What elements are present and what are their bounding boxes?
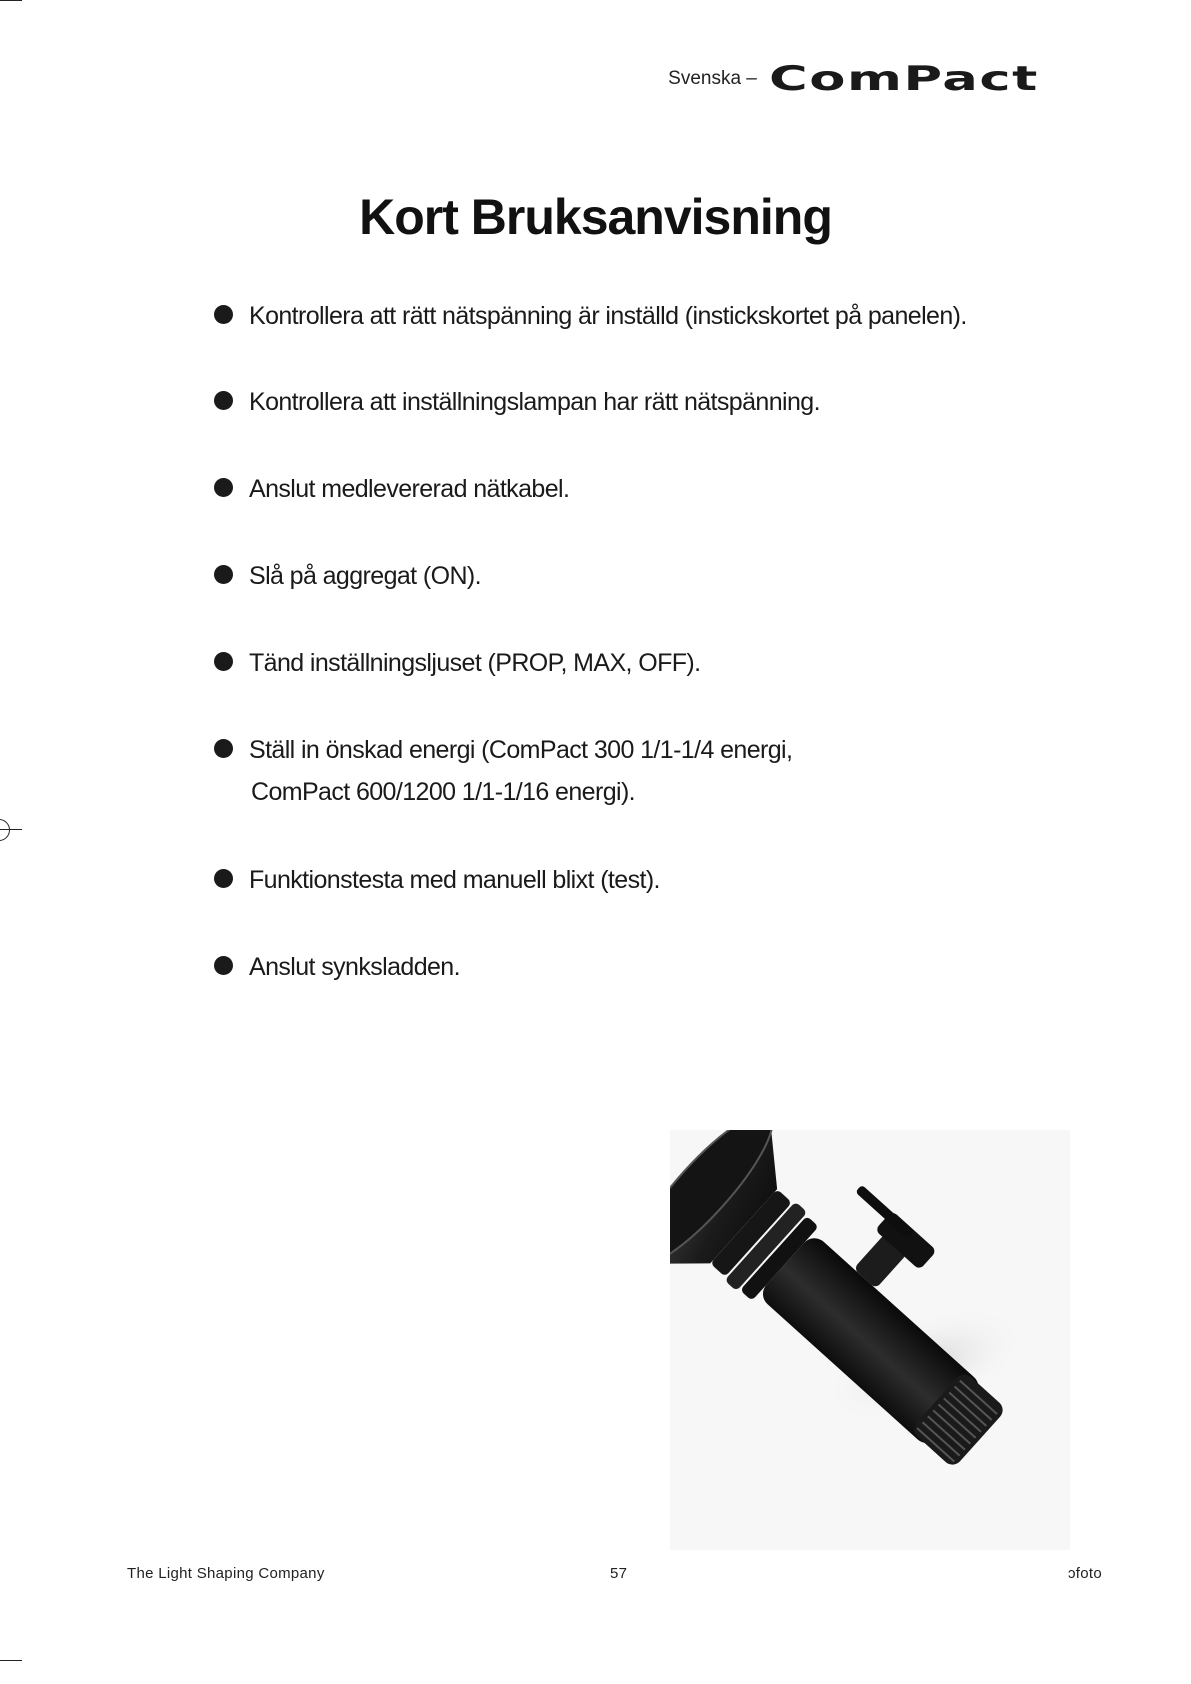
list-item — [214, 295, 967, 337]
list-item — [214, 729, 792, 813]
bullet-icon — [214, 565, 233, 584]
list-item-text: Tänd inställningsljuset (PROP, MAX, OFF). — [249, 649, 701, 677]
flash-head-photo — [670, 1130, 1070, 1550]
page-title: Kort Bruksanvisning — [359, 189, 832, 245]
crop-mark-top-left — [0, 0, 22, 1]
bullet-icon — [214, 869, 233, 888]
bullet-icon — [214, 305, 233, 324]
list-item-text: Ställ in önskad energi (ComPact 300 1/1-1/4 energi, — [249, 736, 793, 764]
footer-brand: ɔfoto — [1068, 1565, 1103, 1582]
compact-logo: ComPact — [768, 59, 1039, 99]
list-item-text: Slå på aggregat (ON). — [249, 562, 481, 590]
list-item-text: Anslut medlevererad nätkabel. — [249, 475, 570, 503]
registration-circle — [0, 819, 10, 841]
bullet-icon — [214, 739, 233, 758]
list-item — [214, 859, 660, 901]
list-item-text: Kontrollera att rätt nätspänning är inställd (instickskortet på panelen). — [249, 302, 967, 330]
page-header — [668, 59, 1061, 99]
footer-company: The Light Shaping Company — [127, 1565, 325, 1582]
list-item — [214, 946, 460, 988]
language-label: Svenska – — [668, 68, 757, 89]
page-number: 57 — [610, 1565, 628, 1582]
list-item — [214, 381, 820, 423]
list-item-text: Anslut synksladden. — [249, 953, 460, 981]
list-item — [214, 555, 481, 597]
list-item-text: Funktionstesta med manuell blixt (test). — [249, 866, 660, 894]
crop-mark-bottom-left — [0, 1660, 22, 1661]
list-item — [214, 468, 569, 510]
bullet-icon — [214, 391, 233, 410]
bullet-icon — [214, 478, 233, 497]
list-item-text: Kontrollera att inställningslampan har rätt nätspänning. — [249, 388, 820, 416]
list-item — [214, 642, 701, 684]
list-item-text-continued: ComPact 600/1200 1/1-1/16 energi). — [251, 778, 636, 806]
bullet-icon — [214, 652, 233, 671]
bullet-icon — [214, 956, 233, 975]
